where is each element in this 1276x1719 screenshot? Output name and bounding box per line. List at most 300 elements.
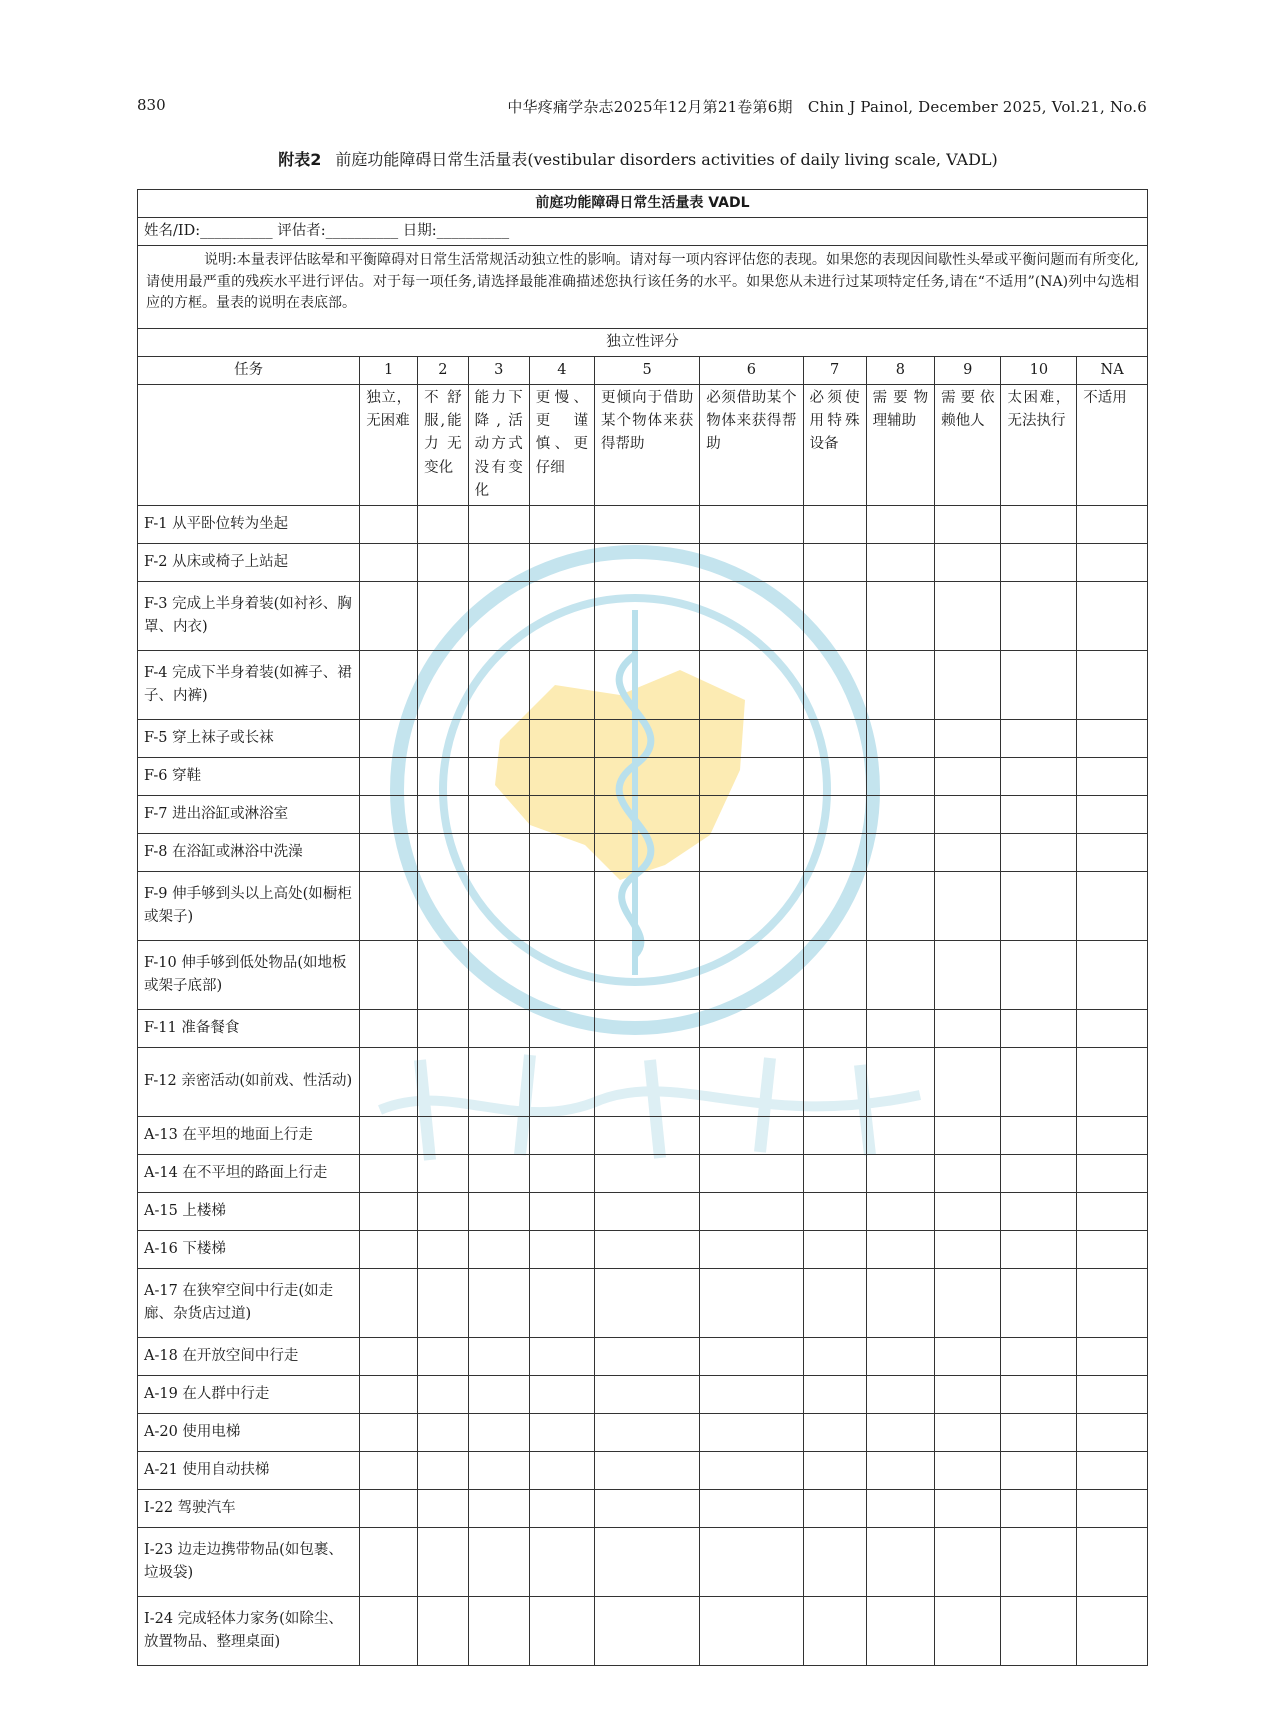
- score-checkbox-cell[interactable]: [935, 940, 1001, 1009]
- score-checkbox-cell[interactable]: [700, 1009, 803, 1047]
- score-checkbox-cell[interactable]: [595, 719, 700, 757]
- score-checkbox-cell[interactable]: [595, 581, 700, 650]
- score-checkbox-cell[interactable]: [803, 1451, 866, 1489]
- score-checkbox-cell[interactable]: [1001, 650, 1077, 719]
- score-checkbox-cell[interactable]: [803, 1337, 866, 1375]
- score-checkbox-cell[interactable]: [468, 1047, 529, 1116]
- score-checkbox-cell[interactable]: [595, 1413, 700, 1451]
- score-checkbox-cell[interactable]: [1001, 833, 1077, 871]
- score-checkbox-cell[interactable]: [360, 1489, 418, 1527]
- score-checkbox-cell[interactable]: [418, 505, 469, 543]
- score-checkbox-cell[interactable]: [360, 1268, 418, 1337]
- score-checkbox-cell[interactable]: [468, 940, 529, 1009]
- score-checkbox-cell[interactable]: [1077, 871, 1148, 940]
- score-checkbox-cell[interactable]: [1001, 1154, 1077, 1192]
- score-checkbox-cell[interactable]: [1077, 833, 1148, 871]
- score-column-header: 9: [935, 357, 1001, 385]
- score-checkbox-cell[interactable]: [803, 1047, 866, 1116]
- score-checkbox-cell[interactable]: [418, 940, 469, 1009]
- score-checkbox-cell[interactable]: [529, 1192, 594, 1230]
- score-checkbox-cell[interactable]: [529, 719, 594, 757]
- score-checkbox-cell[interactable]: [1077, 795, 1148, 833]
- score-checkbox-cell[interactable]: [935, 719, 1001, 757]
- score-checkbox-cell[interactable]: [700, 1489, 803, 1527]
- score-checkbox-cell[interactable]: [468, 543, 529, 581]
- score-checkbox-cell[interactable]: [866, 650, 934, 719]
- score-checkbox-cell[interactable]: [529, 1116, 594, 1154]
- score-checkbox-cell[interactable]: [418, 1047, 469, 1116]
- score-checkbox-cell[interactable]: [360, 1009, 418, 1047]
- score-checkbox-cell[interactable]: [595, 1375, 700, 1413]
- score-checkbox-cell[interactable]: [418, 1230, 469, 1268]
- score-description: 能力下降,活动方式没有变化: [468, 385, 529, 506]
- score-checkbox-cell[interactable]: [803, 1230, 866, 1268]
- score-checkbox-cell[interactable]: [595, 1116, 700, 1154]
- score-checkbox-cell[interactable]: [1077, 1413, 1148, 1451]
- score-checkbox-cell[interactable]: [529, 1154, 594, 1192]
- score-checkbox-cell[interactable]: [468, 1375, 529, 1413]
- caption-text: 前庭功能障碍日常生活量表(vestibular disorders activities of daily living scale, VADL): [335, 150, 998, 169]
- table-row: [138, 1047, 1148, 1116]
- score-checkbox-cell[interactable]: [595, 795, 700, 833]
- score-checkbox-cell[interactable]: [529, 505, 594, 543]
- score-checkbox-cell[interactable]: [1001, 1116, 1077, 1154]
- table-row: [138, 1116, 1148, 1154]
- task-label: A-17 在狭窄空间中行走(如走廊、杂货店过道): [138, 1268, 360, 1337]
- score-checkbox-cell[interactable]: [360, 757, 418, 795]
- score-checkbox-cell[interactable]: [529, 650, 594, 719]
- score-checkbox-cell[interactable]: [935, 650, 1001, 719]
- table-row: [138, 543, 1148, 581]
- score-checkbox-cell[interactable]: [1077, 1337, 1148, 1375]
- score-column-header: NA: [1077, 357, 1148, 385]
- task-label: F-5 穿上袜子或长袜: [138, 719, 360, 757]
- score-checkbox-cell[interactable]: [935, 543, 1001, 581]
- score-checkbox-cell[interactable]: [418, 1192, 469, 1230]
- score-checkbox-cell[interactable]: [418, 719, 469, 757]
- score-checkbox-cell[interactable]: [700, 795, 803, 833]
- score-checkbox-cell[interactable]: [360, 1337, 418, 1375]
- score-checkbox-cell[interactable]: [529, 1451, 594, 1489]
- score-checkbox-cell[interactable]: [700, 1154, 803, 1192]
- score-checkbox-cell[interactable]: [866, 871, 934, 940]
- table-row: [138, 1230, 1148, 1268]
- score-checkbox-cell[interactable]: [468, 719, 529, 757]
- form-title: 前庭功能障碍日常生活量表 VADL: [138, 190, 1148, 218]
- score-checkbox-cell[interactable]: [803, 871, 866, 940]
- score-checkbox-cell[interactable]: [803, 1527, 866, 1596]
- score-checkbox-cell[interactable]: [1077, 1192, 1148, 1230]
- score-checkbox-cell[interactable]: [803, 1154, 866, 1192]
- score-checkbox-cell[interactable]: [468, 1192, 529, 1230]
- score-checkbox-cell[interactable]: [529, 1337, 594, 1375]
- score-checkbox-cell[interactable]: [595, 757, 700, 795]
- score-checkbox-cell[interactable]: [468, 833, 529, 871]
- score-checkbox-cell[interactable]: [803, 1192, 866, 1230]
- score-checkbox-cell[interactable]: [803, 757, 866, 795]
- score-checkbox-cell[interactable]: [595, 1337, 700, 1375]
- score-checkbox-cell[interactable]: [468, 1116, 529, 1154]
- table-row: [138, 650, 1148, 719]
- score-column-header: 7: [803, 357, 866, 385]
- score-checkbox-cell[interactable]: [418, 1451, 469, 1489]
- score-checkbox-cell[interactable]: [468, 505, 529, 543]
- score-checkbox-cell[interactable]: [468, 871, 529, 940]
- score-checkbox-cell[interactable]: [360, 1192, 418, 1230]
- score-checkbox-cell[interactable]: [803, 1489, 866, 1527]
- table-row: [138, 833, 1148, 871]
- score-checkbox-cell[interactable]: [1001, 940, 1077, 1009]
- score-checkbox-cell[interactable]: [418, 1154, 469, 1192]
- score-checkbox-cell[interactable]: [935, 1009, 1001, 1047]
- score-checkbox-cell[interactable]: [529, 581, 594, 650]
- score-checkbox-cell[interactable]: [803, 1268, 866, 1337]
- score-checkbox-cell[interactable]: [803, 1413, 866, 1451]
- score-checkbox-cell[interactable]: [866, 1451, 934, 1489]
- score-checkbox-cell[interactable]: [1001, 1451, 1077, 1489]
- score-checkbox-cell[interactable]: [418, 581, 469, 650]
- score-checkbox-cell[interactable]: [866, 1047, 934, 1116]
- score-checkbox-cell[interactable]: [1001, 795, 1077, 833]
- score-checkbox-cell[interactable]: [935, 505, 1001, 543]
- score-checkbox-cell[interactable]: [468, 650, 529, 719]
- score-checkbox-cell[interactable]: [468, 1527, 529, 1596]
- score-checkbox-cell[interactable]: [595, 871, 700, 940]
- score-checkbox-cell[interactable]: [1077, 1527, 1148, 1596]
- score-checkbox-cell[interactable]: [866, 1009, 934, 1047]
- score-checkbox-cell[interactable]: [866, 1154, 934, 1192]
- score-checkbox-cell[interactable]: [595, 833, 700, 871]
- score-checkbox-cell[interactable]: [529, 1489, 594, 1527]
- score-checkbox-cell[interactable]: [803, 940, 866, 1009]
- score-checkbox-cell[interactable]: [360, 1154, 418, 1192]
- score-checkbox-cell[interactable]: [529, 940, 594, 1009]
- score-checkbox-cell[interactable]: [360, 505, 418, 543]
- score-checkbox-cell[interactable]: [418, 1268, 469, 1337]
- score-checkbox-cell[interactable]: [803, 719, 866, 757]
- score-checkbox-cell[interactable]: [360, 581, 418, 650]
- score-checkbox-cell[interactable]: [595, 543, 700, 581]
- score-checkbox-cell[interactable]: [1077, 1268, 1148, 1337]
- score-checkbox-cell[interactable]: [1077, 1489, 1148, 1527]
- score-checkbox-cell[interactable]: [935, 871, 1001, 940]
- score-checkbox-cell[interactable]: [360, 650, 418, 719]
- score-checkbox-cell[interactable]: [360, 1375, 418, 1413]
- score-checkbox-cell[interactable]: [1001, 1009, 1077, 1047]
- score-checkbox-cell[interactable]: [700, 1268, 803, 1337]
- score-checkbox-cell[interactable]: [360, 543, 418, 581]
- score-checkbox-cell[interactable]: [935, 1413, 1001, 1451]
- score-checkbox-cell[interactable]: [935, 1268, 1001, 1337]
- score-checkbox-cell[interactable]: [1077, 940, 1148, 1009]
- score-checkbox-cell[interactable]: [1077, 757, 1148, 795]
- score-column-header: 2: [418, 357, 469, 385]
- score-checkbox-cell[interactable]: [1077, 1451, 1148, 1489]
- score-checkbox-cell[interactable]: [700, 940, 803, 1009]
- score-checkbox-cell[interactable]: [935, 1230, 1001, 1268]
- score-description: 更慢、更谨慎、更仔细: [529, 385, 594, 506]
- score-column-header: 6: [700, 357, 803, 385]
- score-checkbox-cell[interactable]: [529, 833, 594, 871]
- score-checkbox-cell[interactable]: [935, 1596, 1001, 1665]
- score-checkbox-cell[interactable]: [360, 1413, 418, 1451]
- score-checkbox-cell[interactable]: [700, 1596, 803, 1665]
- table-row: [138, 795, 1148, 833]
- score-checkbox-cell[interactable]: [529, 795, 594, 833]
- score-checkbox-cell[interactable]: [360, 1596, 418, 1665]
- score-checkbox-cell[interactable]: [935, 1451, 1001, 1489]
- score-checkbox-cell[interactable]: [866, 581, 934, 650]
- score-checkbox-cell[interactable]: [1077, 1009, 1148, 1047]
- score-column-header: 1: [360, 357, 418, 385]
- score-checkbox-cell[interactable]: [1077, 543, 1148, 581]
- score-checkbox-cell[interactable]: [1001, 757, 1077, 795]
- score-checkbox-cell[interactable]: [418, 871, 469, 940]
- score-checkbox-cell[interactable]: [529, 1047, 594, 1116]
- score-checkbox-cell[interactable]: [866, 1527, 934, 1596]
- score-checkbox-cell[interactable]: [700, 1047, 803, 1116]
- score-checkbox-cell[interactable]: [418, 1375, 469, 1413]
- table-caption: [0, 147, 1276, 170]
- score-checkbox-cell[interactable]: [866, 795, 934, 833]
- score-checkbox-cell[interactable]: [1001, 1489, 1077, 1527]
- score-checkbox-cell[interactable]: [700, 505, 803, 543]
- score-checkbox-cell[interactable]: [1001, 1596, 1077, 1665]
- score-checkbox-cell[interactable]: [468, 795, 529, 833]
- score-checkbox-cell[interactable]: [700, 650, 803, 719]
- score-checkbox-cell[interactable]: [700, 543, 803, 581]
- score-checkbox-cell[interactable]: [595, 505, 700, 543]
- score-checkbox-cell[interactable]: [1001, 719, 1077, 757]
- score-checkbox-cell[interactable]: [1001, 1375, 1077, 1413]
- score-checkbox-cell[interactable]: [1077, 581, 1148, 650]
- score-checkbox-cell[interactable]: [935, 795, 1001, 833]
- score-checkbox-cell[interactable]: [418, 795, 469, 833]
- score-checkbox-cell[interactable]: [360, 1451, 418, 1489]
- score-checkbox-cell[interactable]: [418, 650, 469, 719]
- score-checkbox-cell[interactable]: [360, 833, 418, 871]
- score-checkbox-cell[interactable]: [1001, 1413, 1077, 1451]
- score-checkbox-cell[interactable]: [1001, 1268, 1077, 1337]
- score-checkbox-cell[interactable]: [866, 1192, 934, 1230]
- score-checkbox-cell[interactable]: [700, 1375, 803, 1413]
- score-checkbox-cell[interactable]: [1001, 543, 1077, 581]
- score-checkbox-cell[interactable]: [935, 1527, 1001, 1596]
- score-checkbox-cell[interactable]: [468, 1154, 529, 1192]
- table-row: [138, 1489, 1148, 1527]
- score-column-header: 3: [468, 357, 529, 385]
- table-row: [138, 1009, 1148, 1047]
- score-checkbox-cell[interactable]: [595, 650, 700, 719]
- score-checkbox-cell[interactable]: [803, 1009, 866, 1047]
- score-checkbox-cell[interactable]: [866, 1268, 934, 1337]
- score-checkbox-cell[interactable]: [529, 1268, 594, 1337]
- score-checkbox-cell[interactable]: [595, 1154, 700, 1192]
- table-row: [138, 719, 1148, 757]
- score-checkbox-cell[interactable]: [529, 1527, 594, 1596]
- score-checkbox-cell[interactable]: [935, 1375, 1001, 1413]
- score-checkbox-cell[interactable]: [360, 940, 418, 1009]
- score-checkbox-cell[interactable]: [1001, 1230, 1077, 1268]
- score-checkbox-cell[interactable]: [700, 1413, 803, 1451]
- score-checkbox-cell[interactable]: [595, 1451, 700, 1489]
- score-checkbox-cell[interactable]: [418, 543, 469, 581]
- score-checkbox-cell[interactable]: [595, 940, 700, 1009]
- score-checkbox-cell[interactable]: [866, 940, 934, 1009]
- score-checkbox-cell[interactable]: [418, 1116, 469, 1154]
- score-checkbox-cell[interactable]: [468, 1009, 529, 1047]
- score-checkbox-cell[interactable]: [866, 1337, 934, 1375]
- score-checkbox-cell[interactable]: [595, 1527, 700, 1596]
- task-label: A-13 在平坦的地面上行走: [138, 1116, 360, 1154]
- score-checkbox-cell[interactable]: [360, 1230, 418, 1268]
- score-checkbox-cell[interactable]: [418, 1596, 469, 1665]
- score-description: 独立，无困难: [360, 385, 418, 506]
- score-checkbox-cell[interactable]: [700, 1116, 803, 1154]
- score-checkbox-cell[interactable]: [1001, 1337, 1077, 1375]
- score-checkbox-cell[interactable]: [1077, 1116, 1148, 1154]
- score-checkbox-cell[interactable]: [418, 757, 469, 795]
- score-checkbox-cell[interactable]: [529, 871, 594, 940]
- score-checkbox-cell[interactable]: [595, 1009, 700, 1047]
- score-checkbox-cell[interactable]: [1077, 1047, 1148, 1116]
- score-description: 需要物理辅助: [866, 385, 934, 506]
- score-checkbox-cell[interactable]: [360, 795, 418, 833]
- score-checkbox-cell[interactable]: [866, 757, 934, 795]
- score-checkbox-cell[interactable]: [529, 1009, 594, 1047]
- score-checkbox-cell[interactable]: [1001, 505, 1077, 543]
- score-checkbox-cell[interactable]: [866, 505, 934, 543]
- score-checkbox-cell[interactable]: [595, 1489, 700, 1527]
- score-checkbox-cell[interactable]: [700, 1192, 803, 1230]
- score-checkbox-cell[interactable]: [803, 1375, 866, 1413]
- score-checkbox-cell[interactable]: [700, 581, 803, 650]
- score-checkbox-cell[interactable]: [935, 1192, 1001, 1230]
- score-checkbox-cell[interactable]: [866, 1596, 934, 1665]
- score-checkbox-cell[interactable]: [418, 833, 469, 871]
- score-checkbox-cell[interactable]: [866, 1375, 934, 1413]
- score-checkbox-cell[interactable]: [360, 1047, 418, 1116]
- score-checkbox-cell[interactable]: [866, 719, 934, 757]
- score-checkbox-cell[interactable]: [866, 1413, 934, 1451]
- score-checkbox-cell[interactable]: [468, 1451, 529, 1489]
- score-checkbox-cell[interactable]: [700, 757, 803, 795]
- task-label: A-21 使用自动扶梯: [138, 1451, 360, 1489]
- score-checkbox-cell[interactable]: [595, 1047, 700, 1116]
- score-checkbox-cell[interactable]: [468, 1596, 529, 1665]
- score-checkbox-cell[interactable]: [360, 1116, 418, 1154]
- score-checkbox-cell[interactable]: [866, 1489, 934, 1527]
- table-row: [138, 1375, 1148, 1413]
- score-checkbox-cell[interactable]: [700, 1337, 803, 1375]
- score-checkbox-cell[interactable]: [418, 1527, 469, 1596]
- score-checkbox-cell[interactable]: [803, 505, 866, 543]
- score-checkbox-cell[interactable]: [700, 871, 803, 940]
- score-checkbox-cell[interactable]: [866, 1116, 934, 1154]
- score-checkbox-cell[interactable]: [468, 581, 529, 650]
- score-checkbox-cell[interactable]: [468, 1337, 529, 1375]
- score-checkbox-cell[interactable]: [700, 719, 803, 757]
- task-label: F-11 准备餐食: [138, 1009, 360, 1047]
- instructions-text: 说明:本量表评估眩晕和平衡障碍对日常生活常规活动独立性的影响。请对每一项内容评估您的表现。如果您的表现因间歇性头晕或平衡问题而有所变化,请使用最严重的残疾水平进行评估。对于每一项任务,请选择最能准确描述您执行该任务的水平。如果您从未进行过某项特定任务,请在“不适用”(NA)列中勾选相应的方框。量表的说明在表底部。: [146, 252, 1139, 312]
- score-checkbox-cell[interactable]: [803, 1116, 866, 1154]
- score-checkbox-cell[interactable]: [700, 1451, 803, 1489]
- score-checkbox-cell[interactable]: [935, 1047, 1001, 1116]
- score-checkbox-cell[interactable]: [1077, 505, 1148, 543]
- score-checkbox-cell[interactable]: [468, 1268, 529, 1337]
- score-checkbox-cell[interactable]: [803, 543, 866, 581]
- score-checkbox-cell[interactable]: [418, 1009, 469, 1047]
- score-checkbox-cell[interactable]: [529, 1413, 594, 1451]
- vadl-table: [137, 189, 1148, 1666]
- score-checkbox-cell[interactable]: [1001, 1192, 1077, 1230]
- table-row: [138, 940, 1148, 1009]
- score-checkbox-cell[interactable]: [1077, 1154, 1148, 1192]
- score-checkbox-cell[interactable]: [418, 1337, 469, 1375]
- score-checkbox-cell[interactable]: [935, 833, 1001, 871]
- score-checkbox-cell[interactable]: [468, 757, 529, 795]
- score-checkbox-cell[interactable]: [935, 1337, 1001, 1375]
- score-checkbox-cell[interactable]: [418, 1489, 469, 1527]
- score-checkbox-cell[interactable]: [595, 1268, 700, 1337]
- score-checkbox-cell[interactable]: [803, 833, 866, 871]
- score-checkbox-cell[interactable]: [935, 757, 1001, 795]
- score-checkbox-cell[interactable]: [360, 871, 418, 940]
- score-checkbox-cell[interactable]: [700, 1527, 803, 1596]
- task-label: F-7 进出浴缸或淋浴室: [138, 795, 360, 833]
- score-checkbox-cell[interactable]: [529, 1375, 594, 1413]
- task-rows: [138, 505, 1148, 1665]
- score-checkbox-cell[interactable]: [468, 1230, 529, 1268]
- score-checkbox-cell[interactable]: [935, 1116, 1001, 1154]
- score-checkbox-cell[interactable]: [1077, 1230, 1148, 1268]
- score-checkbox-cell[interactable]: [529, 1596, 594, 1665]
- score-checkbox-cell[interactable]: [935, 581, 1001, 650]
- score-checkbox-cell[interactable]: [803, 650, 866, 719]
- score-checkbox-cell[interactable]: [803, 581, 866, 650]
- score-checkbox-cell[interactable]: [595, 1596, 700, 1665]
- score-checkbox-cell[interactable]: [803, 1596, 866, 1665]
- score-checkbox-cell[interactable]: [1001, 1047, 1077, 1116]
- score-checkbox-cell[interactable]: [866, 543, 934, 581]
- score-description: 必须使用特殊设备: [803, 385, 866, 506]
- score-checkbox-cell[interactable]: [418, 1413, 469, 1451]
- score-checkbox-cell[interactable]: [1001, 871, 1077, 940]
- score-checkbox-cell[interactable]: [468, 1413, 529, 1451]
- score-checkbox-cell[interactable]: [866, 833, 934, 871]
- score-checkbox-cell[interactable]: [360, 719, 418, 757]
- score-checkbox-cell[interactable]: [803, 795, 866, 833]
- score-checkbox-cell[interactable]: [700, 1230, 803, 1268]
- score-checkbox-cell[interactable]: [468, 1489, 529, 1527]
- score-checkbox-cell[interactable]: [529, 757, 594, 795]
- score-checkbox-cell[interactable]: [866, 1230, 934, 1268]
- score-checkbox-cell[interactable]: [595, 1192, 700, 1230]
- score-checkbox-cell[interactable]: [1077, 1375, 1148, 1413]
- score-checkbox-cell[interactable]: [360, 1527, 418, 1596]
- score-checkbox-cell[interactable]: [529, 543, 594, 581]
- score-checkbox-cell[interactable]: [1077, 719, 1148, 757]
- score-checkbox-cell[interactable]: [700, 833, 803, 871]
- score-checkbox-cell[interactable]: [935, 1154, 1001, 1192]
- score-checkbox-cell[interactable]: [1077, 1596, 1148, 1665]
- score-checkbox-cell[interactable]: [935, 1489, 1001, 1527]
- score-checkbox-cell[interactable]: [1001, 581, 1077, 650]
- score-checkbox-cell[interactable]: [595, 1230, 700, 1268]
- score-checkbox-cell[interactable]: [529, 1230, 594, 1268]
- score-checkbox-cell[interactable]: [1001, 1527, 1077, 1596]
- score-checkbox-cell[interactable]: [1077, 650, 1148, 719]
